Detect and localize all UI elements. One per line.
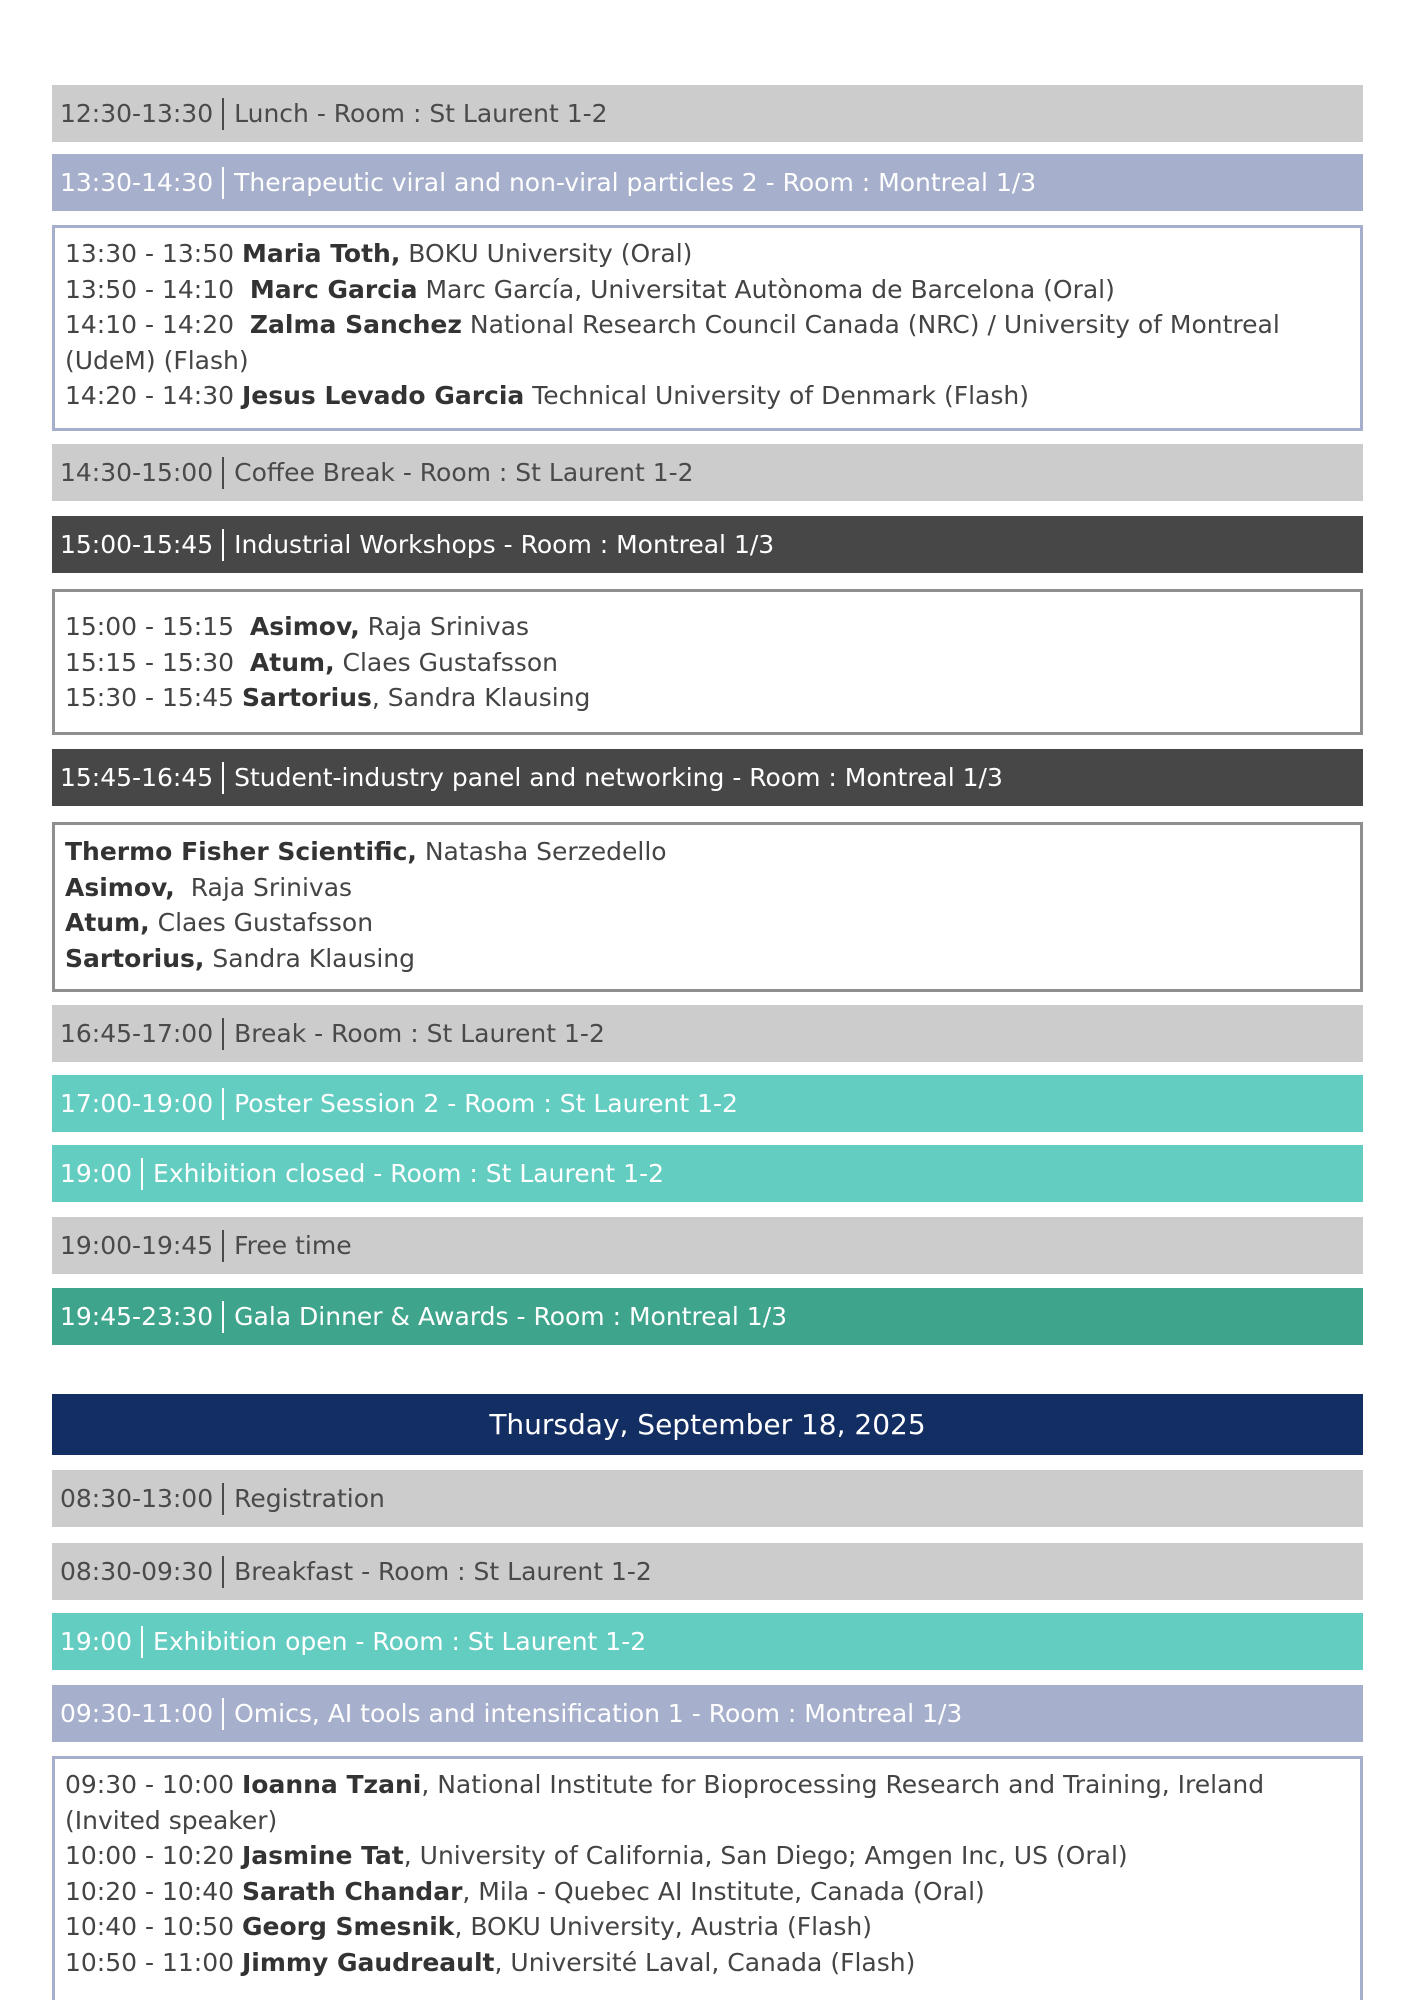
session-time: 19:45-23:30 [60,1302,214,1331]
session-time: 19:00 [60,1627,133,1656]
talk-line: 09:30 - 10:00 Ioanna Tzani, National Institute for Bioprocessing Research and Training, Ireland (Invited speaker) [65,1770,1265,1835]
session-time: 19:00-19:45 [60,1231,214,1260]
talk-line: 13:30 - 13:50 Maria Toth, BOKU University (Oral) [65,239,693,268]
session-time: 12:30-13:30 [60,99,214,128]
speaker-name: Jesus Levado Garcia [241,381,525,410]
session-bar-exhibition-open [52,1613,1363,1670]
company-name: Sartorius, [65,943,205,973]
session-bar-break [52,1005,1363,1062]
separator [222,1698,224,1730]
talk-line: 14:20 - 14:30 Jesus Levado Garcia Technical University of Denmark (Flash) [65,381,1029,410]
session-time: 15:45-16:45 [60,763,214,792]
speaker-name: Marc Garcia [249,274,418,304]
session-label: Exhibition closed - Room : St Laurent 1-2 [153,1159,665,1188]
talk-line: 15:00 - 15:15 Asimov, Raja Srinivas [65,612,530,641]
session-label: Exhibition open - Room : St Laurent 1-2 [153,1627,647,1656]
session-time: 17:00-19:00 [60,1089,214,1118]
separator [222,1483,224,1515]
session-time: 09:30-11:00 [60,1699,214,1728]
separator [222,98,224,130]
session-time: 19:00 [60,1159,133,1188]
session-bar-breakfast [52,1543,1363,1600]
session-label: Break - Room : St Laurent 1-2 [234,1019,605,1048]
therapeutic-talks-box [52,225,1363,431]
separator [222,762,224,794]
session-time: 14:30-15:00 [60,458,214,487]
company-name: Atum, [249,647,335,677]
session-time: 08:30-09:30 [60,1557,214,1586]
session-bar-registration [52,1470,1363,1527]
panelist-line: Atum, Claes Gustafsson [65,908,374,937]
separator [222,1230,224,1262]
speaker-name: Sarath Chandar [241,1876,463,1906]
session-label: Lunch - Room : St Laurent 1-2 [234,99,608,128]
omics-talks-box [52,1756,1363,2000]
speaker-name: Jimmy Gaudreault [241,1947,495,1977]
session-bar-gala [52,1288,1363,1345]
session-time: 08:30-13:00 [60,1484,214,1513]
separator [222,1088,224,1120]
panelists-box [52,822,1363,992]
session-label: Gala Dinner & Awards - Room : Montreal 1/3 [234,1302,788,1331]
session-bar-panel [52,749,1363,806]
session-bar-poster [52,1075,1363,1132]
panelist-line: Sartorius, Sandra Klausing [65,943,415,973]
day-header-label: Thursday, September 18, 2025 [489,1408,926,1441]
session-label: Coffee Break - Room : St Laurent 1-2 [234,458,694,487]
separator [222,1556,224,1588]
separator [141,1626,143,1658]
panelist-line: Thermo Fisher Scientific, Natasha Serzedello [65,837,667,866]
session-bar-omics [52,1685,1363,1742]
company-name: Sartorius [241,683,372,712]
separator [141,1158,143,1190]
session-label: Therapeutic viral and non-viral particles 2 - Room : Montreal 1/3 [234,168,1037,197]
talk-line: 14:10 - 14:20 Zalma Sanchez National Research Council Canada (NRC) / University of Montreal (UdeM) (Flash) [65,310,1280,375]
speaker-name: Maria Toth, [241,239,401,268]
company-name: Atum, [65,908,150,937]
session-time: 15:00-15:45 [60,530,214,559]
session-bar-therapeutic [52,154,1363,211]
speaker-name: Jasmine Tat [241,1841,404,1870]
separator [222,1301,224,1333]
speaker-name: Georg Smesnik [241,1912,455,1941]
talk-line: 15:30 - 15:45 Sartorius, Sandra Klausing [65,683,591,712]
speaker-name: Ioanna Tzani [241,1770,422,1799]
session-label: Breakfast - Room : St Laurent 1-2 [234,1557,652,1586]
talk-line: 10:20 - 10:40 Sarath Chandar, Mila - Quebec AI Institute, Canada (Oral) [65,1876,985,1906]
separator [222,1018,224,1050]
company-name: Asimov, [249,612,360,641]
speaker-name: Zalma Sanchez [249,310,462,339]
session-label: Industrial Workshops - Room : Montreal 1/3 [234,530,775,559]
talk-line: 13:50 - 14:10 Marc Garcia Marc García, Universitat Autònoma de Barcelona (Oral) [65,274,1115,304]
company-name: Asimov, [65,872,175,902]
session-label: Free time [234,1231,352,1260]
session-label: Registration [234,1484,385,1513]
panelist-line: Asimov, Raja Srinivas [65,872,353,902]
session-time: 13:30-14:30 [60,168,214,197]
session-time: 16:45-17:00 [60,1019,214,1048]
company-name: Thermo Fisher Scientific, [65,837,417,866]
separator [222,167,224,199]
session-bar-coffee [52,444,1363,501]
session-bar-free-time [52,1217,1363,1274]
talk-line: 10:00 - 10:20 Jasmine Tat, University of California, San Diego; Amgen Inc, US (Oral) [65,1841,1128,1870]
session-bar-lunch [52,85,1363,142]
day-header [52,1394,1363,1455]
session-bar-industrial [52,516,1363,573]
talk-line: 10:40 - 10:50 Georg Smesnik, BOKU University, Austria (Flash) [65,1912,872,1941]
talk-line: 10:50 - 11:00 Jimmy Gaudreault, Université Laval, Canada (Flash) [65,1947,916,1977]
session-label: Student-industry panel and networking - Room : Montreal 1/3 [234,763,1003,792]
session-bar-exhibition-closed [52,1145,1363,1202]
separator [222,457,224,489]
separator [222,529,224,561]
session-label: Poster Session 2 - Room : St Laurent 1-2 [234,1089,738,1118]
industrial-talks-box [52,589,1363,735]
talk-line: 15:15 - 15:30 Atum, Claes Gustafsson [65,647,558,677]
session-label: Omics, AI tools and intensification 1 - Room : Montreal 1/3 [234,1699,963,1728]
